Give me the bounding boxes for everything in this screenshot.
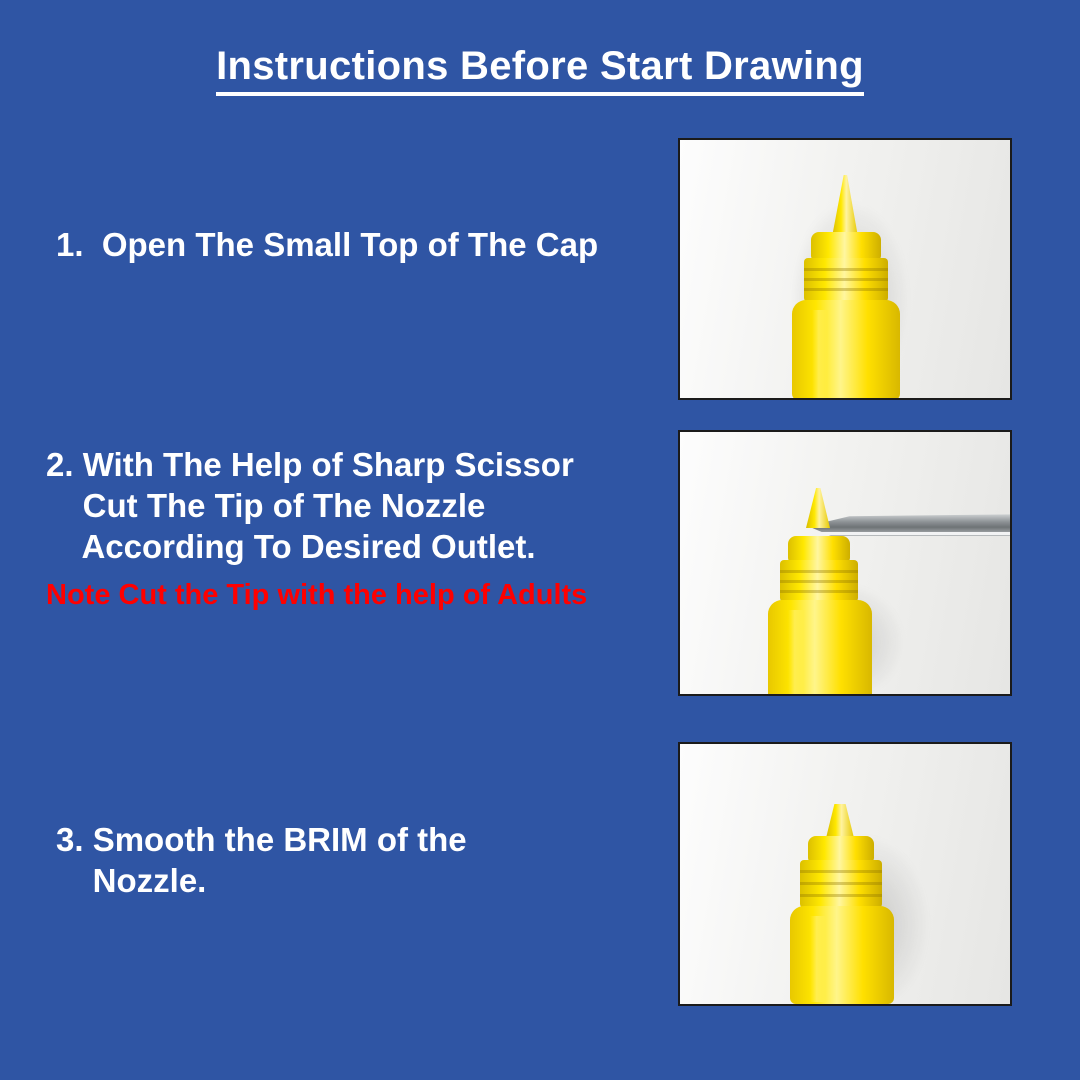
step-2-line-3: According To Desired Outlet. (46, 527, 536, 565)
step-1 (56, 225, 656, 266)
step-1-line-1: 1. Open The Small Top of The Cap (56, 226, 599, 263)
cap-ring (804, 288, 888, 291)
scissor-blade-edge (820, 532, 1012, 535)
step-2-photo (678, 430, 1012, 696)
cap-ring (804, 278, 888, 281)
cap-ring (804, 268, 888, 271)
bottle-cap-icon (811, 232, 881, 260)
bottle-highlight (810, 916, 832, 1002)
step-3-photo-image (680, 744, 1010, 1004)
page-title (0, 44, 1080, 96)
step-1-photo-image (680, 140, 1010, 398)
bottle-body-icon (768, 600, 872, 696)
bottle-body-icon (790, 906, 894, 1004)
cap-ring (800, 894, 882, 897)
bottle-body-icon (792, 300, 900, 400)
bottle-nozzle-icon (806, 488, 830, 528)
step-2-note: Note Cut the Tip with the help of Adults (46, 578, 588, 611)
step-2 (46, 445, 656, 614)
step-3 (56, 820, 656, 902)
step-3-line-1: 3. Smooth the BRIM of the (56, 821, 467, 858)
cap-ring (780, 580, 858, 583)
cap-ring (780, 570, 858, 573)
page-title-text: Instructions Before Start Drawing (216, 44, 864, 96)
bottle-highlight (812, 310, 834, 398)
step-3-line-2: Nozzle. (56, 861, 207, 899)
step-1-photo (678, 138, 1012, 400)
step-2-line-1: 2. With The Help of Sharp Scissor (46, 446, 574, 483)
bottle-cap-icon (788, 536, 850, 562)
cap-ring (780, 590, 858, 593)
bottle-highlight (788, 610, 810, 696)
step-3-photo (678, 742, 1012, 1006)
steps-column (0, 120, 660, 1020)
bottle-cap-icon (808, 836, 874, 862)
step-2-photo-image (680, 432, 1010, 694)
bottle-nozzle-trimmed-icon (826, 804, 854, 838)
cap-ring (800, 882, 882, 885)
cap-ring (800, 870, 882, 873)
step-2-line-2: Cut The Tip of The Nozzle (46, 486, 486, 524)
